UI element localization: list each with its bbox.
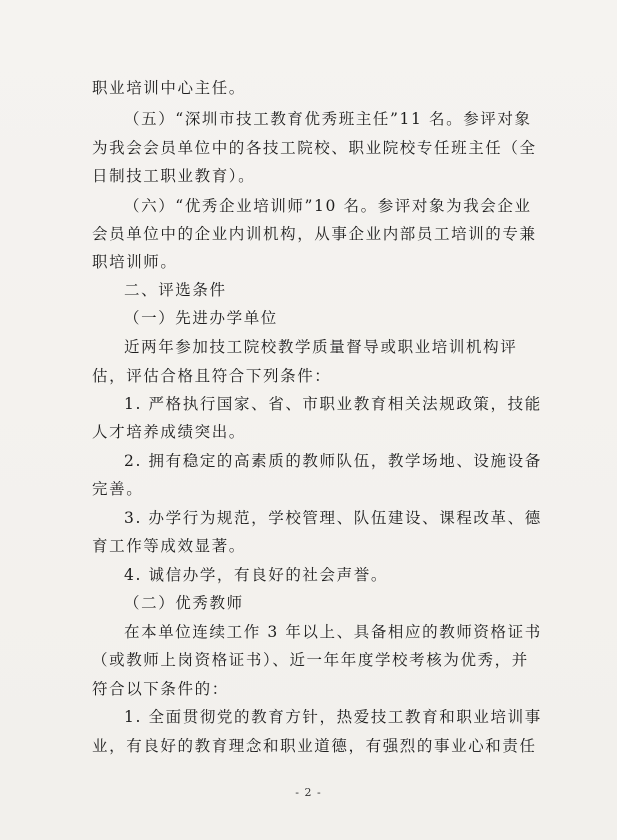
text-line: 3. 办学行为规范，学校管理、队伍建设、课程改革、德	[124, 509, 542, 527]
text-line: 完善。	[92, 480, 144, 498]
text-line: 4. 诚信办学，有良好的社会声誉。	[124, 566, 388, 584]
text-line: 1. 严格执行国家、省、市职业教育相关法规政策，技能	[124, 395, 542, 413]
text-line: （六）“优秀企业培训师”10 名。参评对象为我会企业	[124, 197, 532, 215]
text-line: 在本单位连续工作 3 年以上、具备相应的教师资格证书	[124, 623, 542, 641]
text-line: 估，评估合格且符合下列条件：	[92, 367, 332, 385]
text-line: 日制技工职业教育）。	[92, 167, 256, 185]
text-line: 近两年参加技工院校教学质量督导或职业培训机构评	[124, 338, 518, 356]
text-line: （五）“深圳市技工教育优秀班主任”11 名。参评对象	[124, 110, 532, 128]
text-line: 职业培训中心主任。	[92, 79, 246, 97]
text-line: 业，有良好的教育理念和职业道德，有强烈的事业心和责任	[92, 737, 537, 755]
text-line: （或教师上岗资格证书）、近一年年度学校考核为优秀，并	[92, 651, 529, 669]
text-line: 1. 全面贯彻党的教育方针，热爱技工教育和职业培训事	[124, 708, 542, 726]
text-line: 育工作等成效显著。	[92, 537, 246, 555]
text-line: 人才培养成绩突出。	[92, 423, 246, 441]
section-heading: 二、评选条件	[124, 281, 227, 299]
text-line: 2. 拥有稳定的高素质的教师队伍，教学场地、设施设备	[124, 452, 542, 470]
page-number: - 2 -	[295, 786, 322, 799]
subsection-heading: （一）先进办学单位	[124, 309, 278, 327]
text-line: 会员单位中的企业内训机构，从事企业内部员工培训的专兼	[92, 225, 537, 243]
text-line: 为我会会员单位中的各技工院校、职业院校专任班主任（全	[92, 139, 537, 157]
subsection-heading: （二）优秀教师	[124, 594, 244, 612]
text-line: 符合以下条件的：	[92, 680, 229, 698]
text-line: 职培训师。	[92, 253, 178, 271]
